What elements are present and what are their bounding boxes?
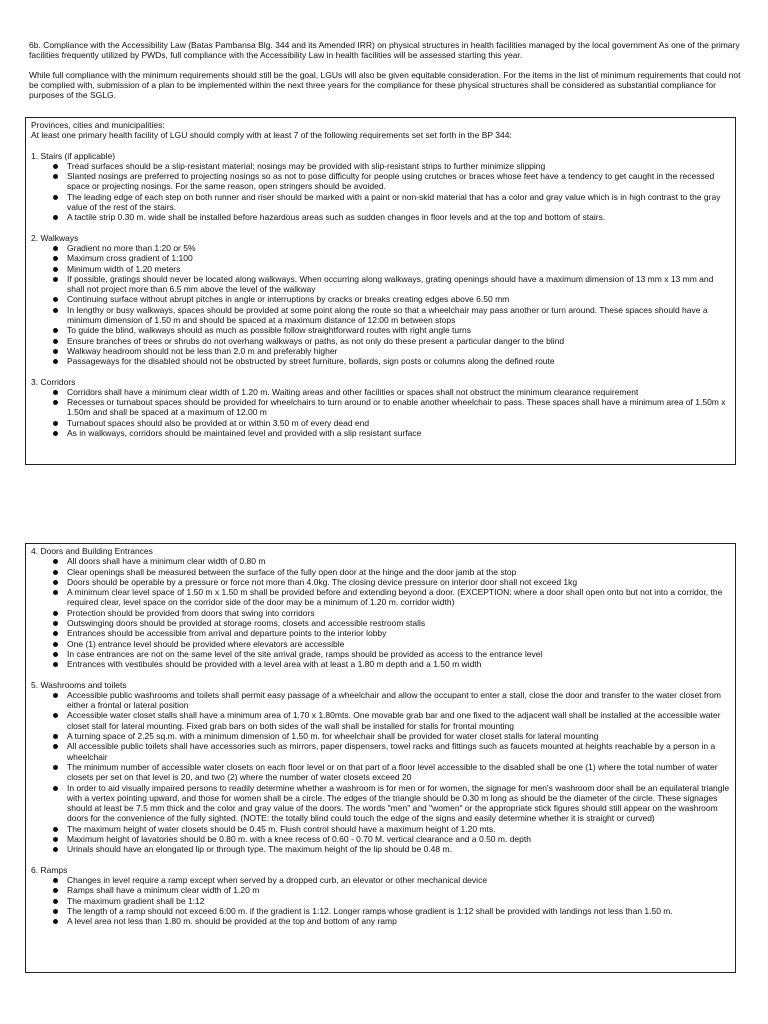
box-header <box>31 120 730 141</box>
intro-paragraph-2: While full compliance with the minimum requirements should still be the goal, LGUs will also be given equitable consideration. For the items in the list of minimum requirements that could not be complied with, submission of a plan to be implemented within the next three years for the compliance for these physical structures shall be considered as substantial compliance for purposes of the SGLG. <box>29 69 741 101</box>
list-item: Recesses or turnabout spaces should be provided for wheelchairs to turn around or to enable another wheelchair to pass. These spaces shall have a minimum area of 1.50m x 1.50m and shall be spaced at a maximum of 12.00 m <box>51 397 730 418</box>
section-title: 3. Corridors <box>31 376 76 387</box>
list-item: Clear openings shall be measured between the surface of the fully open door at the hinge and the door jamb at the stop <box>51 567 730 577</box>
section-ramps <box>31 865 730 927</box>
requirement-list <box>31 556 730 669</box>
requirements-box-2 <box>25 543 736 973</box>
list-item: Outswinging doors should be provided at storage rooms, closets and accessible restroom stalls <box>51 618 730 628</box>
requirement-list <box>31 243 730 367</box>
requirement-list <box>31 690 730 855</box>
list-item: A minimum clear level space of 1.50 m x 1.50 m shall be provided before and extending beyond a door. (EXCEPTION: where a door shall open onto but not into a corridor, the required clear, level space on the corridor side of the door may be a minimum of 1.20 m. corridor width) <box>51 587 730 608</box>
section-title: 2. Walkways <box>31 232 79 243</box>
list-item: Ensure branches of trees or shrubs do not overhang walkways or paths, as not only do these present a particular danger to the blind <box>51 336 730 346</box>
box-heading: Provinces, cities and municipalities: <box>31 120 165 130</box>
list-item: Minimum width of 1.20 meters <box>51 264 730 274</box>
section-title: 6. Ramps <box>31 864 68 875</box>
list-item: Maximum height of lavatories should be 0.80 m. with a knee recess of 0.60 - 0.70 M. vertical clearance and a 0.50 m. depth <box>51 834 730 844</box>
list-item: The leading edge of each step on both runner and riser should be marked with a paint or non-skid material that has a color and gray value which is in high contrast to the gray value of the rest of the stairs. <box>51 192 730 213</box>
list-item: Ramps shall have a minimum clear width of 1.20 m <box>51 885 730 895</box>
list-item: Slanted nosings are preferred to projecting nosings so as not to pose difficulty for people using crutches or braces whose feet have a tendency to get caught in the recessed space or projecting nosings. For the same reason, open stringers should be avoided. <box>51 171 730 192</box>
list-item: All doors shall have a minimum clear width of 0.80 m <box>51 556 730 566</box>
list-item: Turnabout spaces should also be provided at or within 3.50 m of every dead end <box>51 418 730 428</box>
requirement-list <box>31 875 730 926</box>
section-title: 1. Stairs (if applicable) <box>31 150 116 161</box>
list-item: Corridors shall have a minimum clear width of 1.20 m. Waiting areas and other facilities or spaces shall not obstruct the minimum clearance requirement <box>51 387 730 397</box>
list-item: Accessible public washrooms and toilets shall permit easy passage of a wheelchair and allow the occupant to enter a stall, close the door and transfer to the water closet from either a frontal or lateral position <box>51 690 730 711</box>
list-item: A tactile strip 0.30 m. wide shall be installed before hazardous areas such as sudden changes in floor levels and at the top and bottom of stairs. <box>51 212 730 222</box>
list-item: Tread surfaces should be a slip-resistant material; nosings may be provided with slip-resistant strips to further minimize slipping <box>51 161 730 171</box>
list-item: Continuing surface without abrupt pitches in angle or interruptions by cracks or breaks creating edges above 6.50 mm <box>51 294 730 304</box>
section-corridors <box>31 377 730 439</box>
list-item: To guide the blind, walkways should as much as possible follow straightforward routes with right angle turns <box>51 325 730 335</box>
intro-block <box>29 40 741 109</box>
list-item: The maximum height of water closets should be 0.45 m. Flush control should have a maximum height of 1.20 mts. <box>51 824 730 834</box>
list-item: The length of a ramp should not exceed 6:00 m. if the gradient is 1:12. Longer ramps whose gradient is 1:12 shall be provided with landings not less than 1.50 m. <box>51 906 730 916</box>
list-item: Urinals should have an elongated lip or through type. The maximum height of the lip should be 0.48 m. <box>51 844 730 854</box>
list-item: A turning space of 2.25 sq.m. with a minimum dimension of 1.50 m. for wheelchair shall be provided for water closet stalls for lateral mounting <box>51 731 730 741</box>
list-item: Entrances should be accessible from arrival and departure points to the interior lobby <box>51 628 730 638</box>
intro-paragraph-1: 6b. Compliance with the Accessibility Law (Batas Pambansa Blg. 344 and its Amended IRR) on physical structures in health facilities managed by the local government As one of the primary facilities frequently utilized by PWDs, full compliance with the Accessibility Law in health facilities will be assessed starting this year. <box>29 40 740 61</box>
section-title: 5. Washrooms and toilets <box>31 679 127 690</box>
list-item: In lengthy or busy walkways, spaces should be provided at some point along the route so that a wheelchair may pass another or turn around. These spaces should have a minimum dimension of 1.50 m and should be spaced at a maximum distance of 12:00 m between stops <box>51 305 730 326</box>
list-item: Changes in level require a ramp except when served by a dropped curb, an elevator or other mechanical device <box>51 875 730 885</box>
requirements-box-1 <box>25 117 736 465</box>
list-item: As in walkways, corridors should be maintained level and provided with a slip resistant surface <box>51 428 730 438</box>
list-item: One (1) entrance level should be provided where elevators are accessible <box>51 639 730 649</box>
requirement-list <box>31 387 730 438</box>
requirement-list <box>31 161 730 223</box>
list-item: Maximum cross gradient of 1:100 <box>51 253 730 263</box>
list-item: Protection should be provided from doors that swing into corridors <box>51 608 730 618</box>
list-item: Doors should be operable by a pressure or force not more than 4.0kg. The closing device pressure on interior door shall not exceed 1kg <box>51 577 730 587</box>
section-washrooms-toilets <box>31 680 730 855</box>
list-item: Accessible water closet stalls shall have a minimum area of 1.70 x 1.80mts. One movable grab bar and one fixed to the adjacent wall shall be installed at the accessible water closet stall for lateral mounting. Fixed grab bars on both sides of the wall shall be installed for stalls for frontal mounting <box>51 710 730 731</box>
list-item: In case entrances are not on the same level of the site arrival grade, ramps should be provided as access to the entrance level <box>51 649 730 659</box>
section-doors-entrances <box>31 546 730 670</box>
list-item: Entrances with vestibules should be provided with a level area with at least a 1.80 m depth and a 1.50 m width <box>51 659 730 669</box>
section-title: 4. Doors and Building Entrances <box>31 546 153 556</box>
list-item: A level area not less than 1.80 m. should be provided at the top and bottom of any ramp <box>51 916 730 926</box>
list-item: The maximum gradient shall be 1:12 <box>51 896 730 906</box>
list-item: Walkway headroom should not be less than 2.0 m and preferably higher <box>51 346 730 356</box>
section-stairs <box>31 151 730 223</box>
section-walkways <box>31 233 730 367</box>
box-lead: At least one primary health facility of LGU should comply with at least 7 of the following requirements set set forth in the BP 344: <box>31 130 512 141</box>
list-item: Passageways for the disabled should not be obstructed by street furniture, bollards, sign posts or columns along the defined route <box>51 356 730 366</box>
list-item: All accessible public toilets shall have accessories such as mirrors, paper dispensers, towel racks and fittings such as faucets mounted at heights reachable by a person in a wheelchair <box>51 741 730 762</box>
list-item: In order to aid visually impaired persons to readily determine whether a washroom is for men or for women, the signage for men's washroom door shall be an equilateral triangle with a vertex pointing upward, and those for women shall be a circle. The edges of the triangle should be 0.30 m long as should be the diameter of the circle. These signages should at least be 7.5 mm thick and the color and gray value of the doors. The words "men" and "women" or the appropriate stick figures should still appear on the washroom doors for the convenience of the fully sighted. (NOTE: the totally blind could touch the edge of the signs and easily determine whether it is straight or curved) <box>51 783 730 824</box>
list-item: The minimum number of accessible water closets on each floor level or on that part of a floor level accessible to the disabled shall be one (1) where the total number of water closets per set on that level is 20, and two (2) where the number of water closets exceed 20 <box>51 762 730 783</box>
list-item: Gradient no more than 1:20 or 5% <box>51 243 730 253</box>
list-item: If possible, gratings should never be located along walkways. When occurring along walkways, grating openings should have a maximum dimension of 13 mm x 13 mm and shall not project more than 6.5 mm above the level of the walkway <box>51 274 730 295</box>
